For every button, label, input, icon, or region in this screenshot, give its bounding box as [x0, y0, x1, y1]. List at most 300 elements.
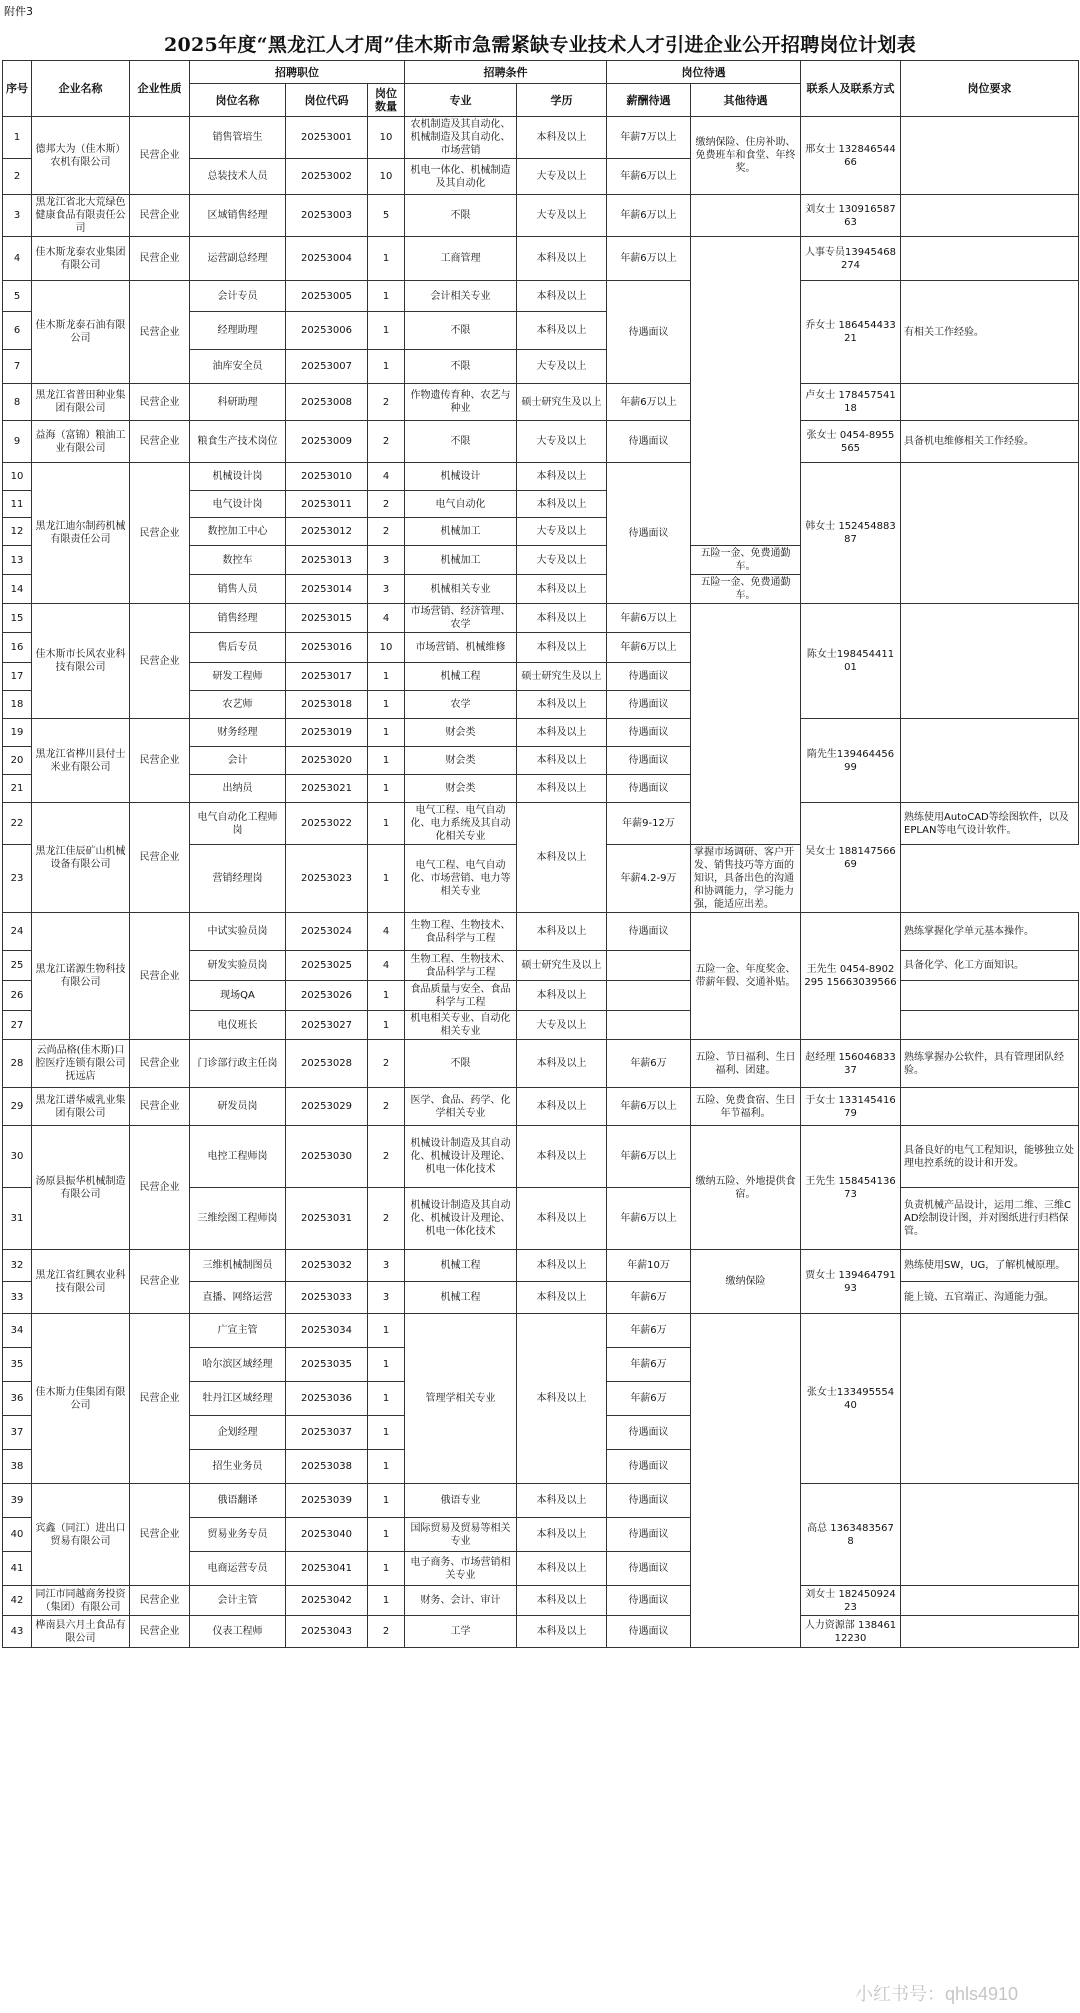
- cell-contact: 王先生 15845413673: [801, 1126, 901, 1250]
- table-row: [3, 604, 1079, 633]
- cell-position-code: 20253017: [286, 663, 368, 691]
- cell-position-name: 销售人员: [190, 575, 286, 604]
- cell-company: 益海（富锦）粮油工业有限公司: [32, 421, 130, 463]
- cell-education: 本科及以上: [517, 1282, 607, 1314]
- cell-requirements: 熟练掌握办公软件，具有管理团队经验。: [901, 1040, 1079, 1088]
- cell-position-count: 2: [368, 1040, 405, 1088]
- cell-seq: 2: [3, 159, 32, 195]
- cell-position-count: 1: [368, 350, 405, 384]
- page-title: 2025年度“黑龙江人才周”佳木斯市急需紧缺专业技术人才引进企业公开招聘岗位计划表: [163, 34, 917, 56]
- cell-major: 机械工程: [405, 1250, 517, 1282]
- cell-position-code: 20253025: [286, 951, 368, 981]
- cell-nature: 民营企业: [130, 719, 190, 803]
- cell-education: 大专及以上: [517, 518, 607, 546]
- cell-seq: 8: [3, 384, 32, 421]
- cell-nature: 民营企业: [130, 1088, 190, 1126]
- cell-major: 财会类: [405, 719, 517, 747]
- cell-seq: 31: [3, 1188, 32, 1250]
- cell-major: 电气工程、电气自动化、市场营销、电力等相关专业: [405, 845, 517, 913]
- cell-position-count: 2: [368, 384, 405, 421]
- cell-education: 本科及以上: [517, 312, 607, 350]
- cell-salary: 年薪7万以上: [607, 117, 691, 159]
- cell-contact: 张女士13349555440: [801, 1314, 901, 1484]
- cell-salary: 年薪6万以上: [607, 159, 691, 195]
- cell-major: 医学、食品、药学、化学相关专业: [405, 1088, 517, 1126]
- cell-major: 会计相关专业: [405, 281, 517, 312]
- cell-major: 机械设计制造及其自动化、机械设计及理论、机电一体化技术: [405, 1126, 517, 1188]
- cell-major: 作物遗传育种、农艺与种业: [405, 384, 517, 421]
- cell-contact: 于女士 13314541679: [801, 1088, 901, 1126]
- cell-major: 机械工程: [405, 663, 517, 691]
- cell-position-code: 20253032: [286, 1250, 368, 1282]
- cell-seq: 16: [3, 633, 32, 663]
- cell-requirements: 负责机械产品设计，运用二维、三维CAD绘制设计图，并对图纸进行归档保管。: [901, 1188, 1079, 1250]
- cell-seq: 36: [3, 1382, 32, 1416]
- cell-position-count: 5: [368, 195, 405, 237]
- cell-position-name: 研发实验员岗: [190, 951, 286, 981]
- cell-seq: 3: [3, 195, 32, 237]
- cell-requirements: [901, 463, 1079, 604]
- cell-company: 德邦大为（佳木斯）农机有限公司: [32, 117, 130, 195]
- cell-nature: 民营企业: [130, 281, 190, 384]
- cell-major: 财会类: [405, 747, 517, 775]
- cell-position-name: 营销经理岗: [190, 845, 286, 913]
- cell-position-name: 门诊部行政主任岗: [190, 1040, 286, 1088]
- cell-seq: 19: [3, 719, 32, 747]
- header-position-count: 岗位数量: [368, 84, 405, 117]
- cell-position-name: 牡丹江区域经理: [190, 1382, 286, 1416]
- cell-company: 汤原县振华机械制造有限公司: [32, 1126, 130, 1250]
- cell-position-code: 20253015: [286, 604, 368, 633]
- cell-position-name: 中试实验员岗: [190, 913, 286, 951]
- cell-other-benefits: [691, 604, 801, 845]
- recruitment-table: [2, 60, 1079, 1648]
- cell-education: 本科及以上: [517, 117, 607, 159]
- cell-contact: 韩女士 15245488387: [801, 463, 901, 604]
- cell-major: 食品质量与安全、食品科学与工程: [405, 981, 517, 1011]
- cell-contact: 张女士 0454-8955565: [801, 421, 901, 463]
- cell-seq: 18: [3, 691, 32, 719]
- header-nature: 企业性质: [130, 61, 190, 117]
- cell-education: 本科及以上: [517, 691, 607, 719]
- cell-position-code: 20253031: [286, 1188, 368, 1250]
- header-seq: 序号: [3, 61, 32, 117]
- cell-seq: 25: [3, 951, 32, 981]
- table-row: [3, 803, 1079, 845]
- cell-position-name: 电气自动化工程师岗: [190, 803, 286, 845]
- cell-major: 不限: [405, 195, 517, 237]
- cell-major: 生物工程、生物技术、食品科学与工程: [405, 951, 517, 981]
- cell-position-name: 数控加工中心: [190, 518, 286, 546]
- table-row: [3, 1250, 1079, 1282]
- cell-nature: 民营企业: [130, 913, 190, 1040]
- cell-position-code: 20253008: [286, 384, 368, 421]
- cell-nature: 民营企业: [130, 604, 190, 719]
- cell-seq: 35: [3, 1348, 32, 1382]
- cell-requirements: [901, 604, 1079, 719]
- cell-education: 大专及以上: [517, 195, 607, 237]
- cell-company: 黑龙江省北大荒绿色健康食品有限责任公司: [32, 195, 130, 237]
- header-position-name: 岗位名称: [190, 84, 286, 117]
- cell-contact: 乔女士 18645443321: [801, 281, 901, 384]
- cell-salary: 待遇面议: [607, 691, 691, 719]
- cell-position-count: 1: [368, 981, 405, 1011]
- cell-requirements: [901, 1088, 1079, 1126]
- cell-position-count: 1: [368, 691, 405, 719]
- cell-contact: 人事专员13945468274: [801, 237, 901, 281]
- cell-position-name: 总装技术人员: [190, 159, 286, 195]
- cell-position-count: 2: [368, 491, 405, 518]
- cell-seq: 40: [3, 1518, 32, 1552]
- cell-position-code: 20253012: [286, 518, 368, 546]
- cell-requirements: [901, 1616, 1079, 1648]
- table-row: [3, 421, 1079, 463]
- cell-contact: 刘女士 18245092423: [801, 1586, 901, 1616]
- cell-seq: 32: [3, 1250, 32, 1282]
- cell-major: 不限: [405, 350, 517, 384]
- cell-seq: 26: [3, 981, 32, 1011]
- cell-education: 本科及以上: [517, 491, 607, 518]
- cell-major: 工学: [405, 1616, 517, 1648]
- cell-company: 云尚品格(佳木斯)口腔医疗连锁有限公司抚远店: [32, 1040, 130, 1088]
- cell-seq: 29: [3, 1088, 32, 1126]
- table-row: [3, 1616, 1079, 1648]
- cell-seq: 30: [3, 1126, 32, 1188]
- cell-position-name: 哈尔滨区域经理: [190, 1348, 286, 1382]
- cell-company: 黑龙江省普田种业集团有限公司: [32, 384, 130, 421]
- cell-requirements: [901, 117, 1079, 195]
- cell-position-name: 运营副总经理: [190, 237, 286, 281]
- cell-education: 本科及以上: [517, 1126, 607, 1188]
- cell-seq: 43: [3, 1616, 32, 1648]
- cell-position-code: 20253023: [286, 845, 368, 913]
- cell-other-benefits: 缴纳五险、外地提供食宿。: [691, 1126, 801, 1250]
- cell-position-code: 20253028: [286, 1040, 368, 1088]
- cell-salary: [607, 1011, 691, 1040]
- cell-position-name: 广宣主管: [190, 1314, 286, 1348]
- cell-position-name: 销售经理: [190, 604, 286, 633]
- cell-position-count: 3: [368, 546, 405, 575]
- cell-position-count: 1: [368, 1314, 405, 1348]
- cell-position-name: 经理助理: [190, 312, 286, 350]
- cell-seq: 22: [3, 803, 32, 845]
- header-group-position: 招聘职位: [190, 61, 405, 84]
- cell-position-count: 1: [368, 1552, 405, 1586]
- cell-other-benefits: 五险、免费食宿、生日年节福利。: [691, 1088, 801, 1126]
- cell-position-count: 2: [368, 1126, 405, 1188]
- cell-position-code: 20253019: [286, 719, 368, 747]
- cell-seq: 11: [3, 491, 32, 518]
- cell-salary: 待遇面议: [607, 281, 691, 384]
- cell-contact: 赵经理 15604683337: [801, 1040, 901, 1088]
- cell-salary: 年薪6万: [607, 1282, 691, 1314]
- cell-position-code: 20253001: [286, 117, 368, 159]
- cell-contact: 邢女士 13284654466: [801, 117, 901, 195]
- cell-nature: 民营企业: [130, 117, 190, 195]
- cell-salary: 待遇面议: [607, 1416, 691, 1450]
- cell-position-count: 2: [368, 1188, 405, 1250]
- cell-position-count: 1: [368, 1450, 405, 1484]
- table-row: [3, 237, 1079, 281]
- table-row: [3, 1040, 1079, 1088]
- cell-position-code: 20253033: [286, 1282, 368, 1314]
- cell-company: 佳木斯市长风农业科技有限公司: [32, 604, 130, 719]
- cell-nature: 民营企业: [130, 1484, 190, 1586]
- cell-education: 硕士研究生及以上: [517, 384, 607, 421]
- cell-seq: 39: [3, 1484, 32, 1518]
- cell-position-count: 4: [368, 463, 405, 491]
- cell-requirements: 能上镜、五官端正、沟通能力强。: [901, 1282, 1079, 1314]
- cell-position-name: 电气设计岗: [190, 491, 286, 518]
- header-education: 学历: [517, 84, 607, 117]
- cell-position-count: 3: [368, 1250, 405, 1282]
- cell-position-count: 4: [368, 913, 405, 951]
- cell-seq: 37: [3, 1416, 32, 1450]
- cell-education: 大专及以上: [517, 1011, 607, 1040]
- cell-major: 机械相关专业: [405, 575, 517, 604]
- cell-education: 硕士研究生及以上: [517, 663, 607, 691]
- header-row-1: [3, 61, 1079, 84]
- cell-requirements: [901, 384, 1079, 421]
- cell-position-name: 电商运营专员: [190, 1552, 286, 1586]
- cell-position-name: 会计专员: [190, 281, 286, 312]
- cell-position-name: 现场QA: [190, 981, 286, 1011]
- cell-position-count: 1: [368, 803, 405, 845]
- cell-position-code: 20253021: [286, 775, 368, 803]
- cell-education: 大专及以上: [517, 350, 607, 384]
- cell-requirements: [901, 1011, 1079, 1040]
- cell-position-name: 财务经理: [190, 719, 286, 747]
- table-row: [3, 463, 1079, 491]
- cell-requirements: 有相关工作经验。: [901, 281, 1079, 384]
- cell-seq: 41: [3, 1552, 32, 1586]
- cell-requirements: [901, 981, 1079, 1011]
- cell-major: 市场营销、经济管理、农学: [405, 604, 517, 633]
- cell-position-code: 20253036: [286, 1382, 368, 1416]
- cell-position-name: 招生业务员: [190, 1450, 286, 1484]
- cell-position-code: 20253030: [286, 1126, 368, 1188]
- cell-seq: 5: [3, 281, 32, 312]
- cell-salary: 待遇面议: [607, 1450, 691, 1484]
- cell-requirements: [901, 719, 1079, 803]
- cell-education: 大专及以上: [517, 546, 607, 575]
- cell-position-code: 20253007: [286, 350, 368, 384]
- cell-position-code: 20253040: [286, 1518, 368, 1552]
- watermark: 小红书号：qhls4910: [855, 1984, 1019, 2004]
- cell-salary: 待遇面议: [607, 1586, 691, 1616]
- cell-position-code: 20253006: [286, 312, 368, 350]
- cell-position-count: 4: [368, 604, 405, 633]
- cell-requirements: [901, 1484, 1079, 1586]
- cell-other-benefits: 缴纳保险: [691, 1250, 801, 1314]
- cell-position-name: 粮食生产技术岗位: [190, 421, 286, 463]
- cell-position-code: 20253037: [286, 1416, 368, 1450]
- cell-position-count: 1: [368, 281, 405, 312]
- cell-education: 本科及以上: [517, 775, 607, 803]
- cell-education: 本科及以上: [517, 1088, 607, 1126]
- cell-position-code: 20253018: [286, 691, 368, 719]
- cell-education: 本科及以上: [517, 1188, 607, 1250]
- header-company: 企业名称: [32, 61, 130, 117]
- cell-position-count: 3: [368, 575, 405, 604]
- header-group-conditions: 招聘条件: [405, 61, 607, 84]
- cell-company: 黑龙江迪尔制药机械有限责任公司: [32, 463, 130, 604]
- cell-position-name: 企划经理: [190, 1416, 286, 1450]
- cell-contact: 陈女士19845441101: [801, 604, 901, 719]
- cell-position-code: 20253042: [286, 1586, 368, 1616]
- cell-position-count: 1: [368, 663, 405, 691]
- cell-position-code: 20253020: [286, 747, 368, 775]
- cell-position-count: 2: [368, 421, 405, 463]
- cell-nature: 民营企业: [130, 195, 190, 237]
- cell-major: 机械设计: [405, 463, 517, 491]
- cell-salary: 待遇面议: [607, 719, 691, 747]
- cell-major: 电子商务、市场营销相关专业: [405, 1552, 517, 1586]
- cell-salary: 待遇面议: [607, 1518, 691, 1552]
- cell-nature: 民营企业: [130, 803, 190, 913]
- cell-contact: 卢女士 17845754118: [801, 384, 901, 421]
- cell-major: 财务、会计、审计: [405, 1586, 517, 1616]
- cell-seq: 28: [3, 1040, 32, 1088]
- cell-major: 农学: [405, 691, 517, 719]
- cell-company: 黑龙江诺源生物科技有限公司: [32, 913, 130, 1040]
- cell-requirements: 熟练掌握化学单元基本操作。: [901, 913, 1079, 951]
- cell-position-count: 2: [368, 1088, 405, 1126]
- cell-education: 本科及以上: [517, 1250, 607, 1282]
- cell-position-name: 售后专员: [190, 633, 286, 663]
- cell-nature: 民营企业: [130, 421, 190, 463]
- header-contact: 联系人及联系方式: [801, 61, 901, 117]
- cell-position-count: 1: [368, 1382, 405, 1416]
- cell-major: 财会类: [405, 775, 517, 803]
- cell-position-name: 油库安全员: [190, 350, 286, 384]
- cell-position-name: 会计: [190, 747, 286, 775]
- cell-position-code: 20253009: [286, 421, 368, 463]
- cell-major: 机械设计制造及其自动化、机械设计及理论、机电一体化技术: [405, 1188, 517, 1250]
- cell-salary: 待遇面议: [607, 1484, 691, 1518]
- cell-major: 机械工程: [405, 1282, 517, 1314]
- cell-company: 黑龙江省红興农业科技有限公司: [32, 1250, 130, 1314]
- cell-seq: 9: [3, 421, 32, 463]
- cell-company: 黑龙江佳辰矿山机械设备有限公司: [32, 803, 130, 913]
- cell-seq: 38: [3, 1450, 32, 1484]
- cell-company: 佳木斯力佳集团有限公司: [32, 1314, 130, 1484]
- cell-position-count: 1: [368, 719, 405, 747]
- cell-contact: 贾女士 13946479193: [801, 1250, 901, 1314]
- cell-salary: 年薪6万: [607, 1348, 691, 1382]
- cell-education: 本科及以上: [517, 1314, 607, 1484]
- cell-position-count: 4: [368, 951, 405, 981]
- cell-salary: 年薪6万以上: [607, 195, 691, 237]
- cell-education: 本科及以上: [517, 719, 607, 747]
- cell-seq: 10: [3, 463, 32, 491]
- cell-requirements: [901, 1586, 1079, 1616]
- cell-requirements: 具备机电维修相关工作经验。: [901, 421, 1079, 463]
- cell-salary: 年薪6万以上: [607, 1088, 691, 1126]
- cell-nature: 民营企业: [130, 1586, 190, 1616]
- cell-education: 本科及以上: [517, 1586, 607, 1616]
- cell-position-code: 20253027: [286, 1011, 368, 1040]
- cell-seq: 33: [3, 1282, 32, 1314]
- cell-major: 工商管理: [405, 237, 517, 281]
- cell-position-count: 2: [368, 518, 405, 546]
- cell-education: 硕士研究生及以上: [517, 951, 607, 981]
- cell-nature: 民营企业: [130, 1126, 190, 1250]
- cell-education: 本科及以上: [517, 1484, 607, 1518]
- cell-major: 电气工程、电气自动化、电力系统及其自动化相关专业: [405, 803, 517, 845]
- cell-position-name: 电控工程师岗: [190, 1126, 286, 1188]
- cell-contact: 刘女士 13091658763: [801, 195, 901, 237]
- cell-major: 管理学相关专业: [405, 1314, 517, 1484]
- cell-position-name: 机械设计岗: [190, 463, 286, 491]
- table-row: [3, 1314, 1079, 1348]
- cell-position-count: 1: [368, 312, 405, 350]
- cell-nature: 民营企业: [130, 237, 190, 281]
- cell-contact: 隋先生13946445699: [801, 719, 901, 803]
- cell-salary: 年薪6万以上: [607, 633, 691, 663]
- cell-position-code: 20253014: [286, 575, 368, 604]
- cell-salary: 年薪6万以上: [607, 1188, 691, 1250]
- cell-requirements: [901, 1314, 1079, 1484]
- table-row: [3, 1586, 1079, 1616]
- cell-position-code: 20253038: [286, 1450, 368, 1484]
- cell-major: 不限: [405, 312, 517, 350]
- cell-salary: 待遇面议: [607, 747, 691, 775]
- cell-position-name: 销售管培生: [190, 117, 286, 159]
- cell-seq: 24: [3, 913, 32, 951]
- cell-position-code: 20253035: [286, 1348, 368, 1382]
- cell-salary: 年薪6万以上: [607, 384, 691, 421]
- cell-salary: 年薪6万: [607, 1382, 691, 1416]
- cell-other-benefits: 五险一金、免费通勤车。: [691, 575, 801, 604]
- cell-nature: 民营企业: [130, 1616, 190, 1648]
- cell-seq: 27: [3, 1011, 32, 1040]
- cell-position-code: 20253010: [286, 463, 368, 491]
- cell-salary: 待遇面议: [607, 775, 691, 803]
- cell-seq: 13: [3, 546, 32, 575]
- cell-position-code: 20253034: [286, 1314, 368, 1348]
- cell-position-name: 三维绘图工程师岗: [190, 1188, 286, 1250]
- cell-seq: 12: [3, 518, 32, 546]
- cell-position-count: 1: [368, 845, 405, 913]
- cell-position-count: 1: [368, 1348, 405, 1382]
- cell-position-name: 电仪班长: [190, 1011, 286, 1040]
- cell-education: 大专及以上: [517, 159, 607, 195]
- cell-position-name: 研发工程师: [190, 663, 286, 691]
- cell-seq: 23: [3, 845, 32, 913]
- cell-requirements: 掌握市场调研、客户开发、销售技巧等方面的知识，具备出色的沟通和协调能力，学习能力强，能适应出差。: [691, 845, 801, 913]
- table-row: [3, 281, 1079, 312]
- cell-position-count: 1: [368, 1011, 405, 1040]
- cell-other-benefits: 五险、节日福利、生日福利、团建。: [691, 1040, 801, 1088]
- cell-salary: 年薪6万: [607, 1314, 691, 1348]
- cell-contact: 王先生 0454-8902295 15663039566: [801, 913, 901, 1040]
- header-salary: 薪酬待遇: [607, 84, 691, 117]
- cell-nature: 民营企业: [130, 384, 190, 421]
- header-other-benefits: 其他待遇: [691, 84, 801, 117]
- cell-seq: 17: [3, 663, 32, 691]
- cell-position-count: 1: [368, 1586, 405, 1616]
- cell-education: 本科及以上: [517, 237, 607, 281]
- cell-seq: 14: [3, 575, 32, 604]
- cell-salary: 待遇面议: [607, 1616, 691, 1648]
- cell-company: 佳木斯龙泰石油有限公司: [32, 281, 130, 384]
- cell-nature: 民营企业: [130, 1314, 190, 1484]
- cell-salary: [607, 981, 691, 1011]
- cell-other-benefits: [691, 195, 801, 237]
- header-major: 专业: [405, 84, 517, 117]
- cell-other-benefits: [691, 237, 801, 546]
